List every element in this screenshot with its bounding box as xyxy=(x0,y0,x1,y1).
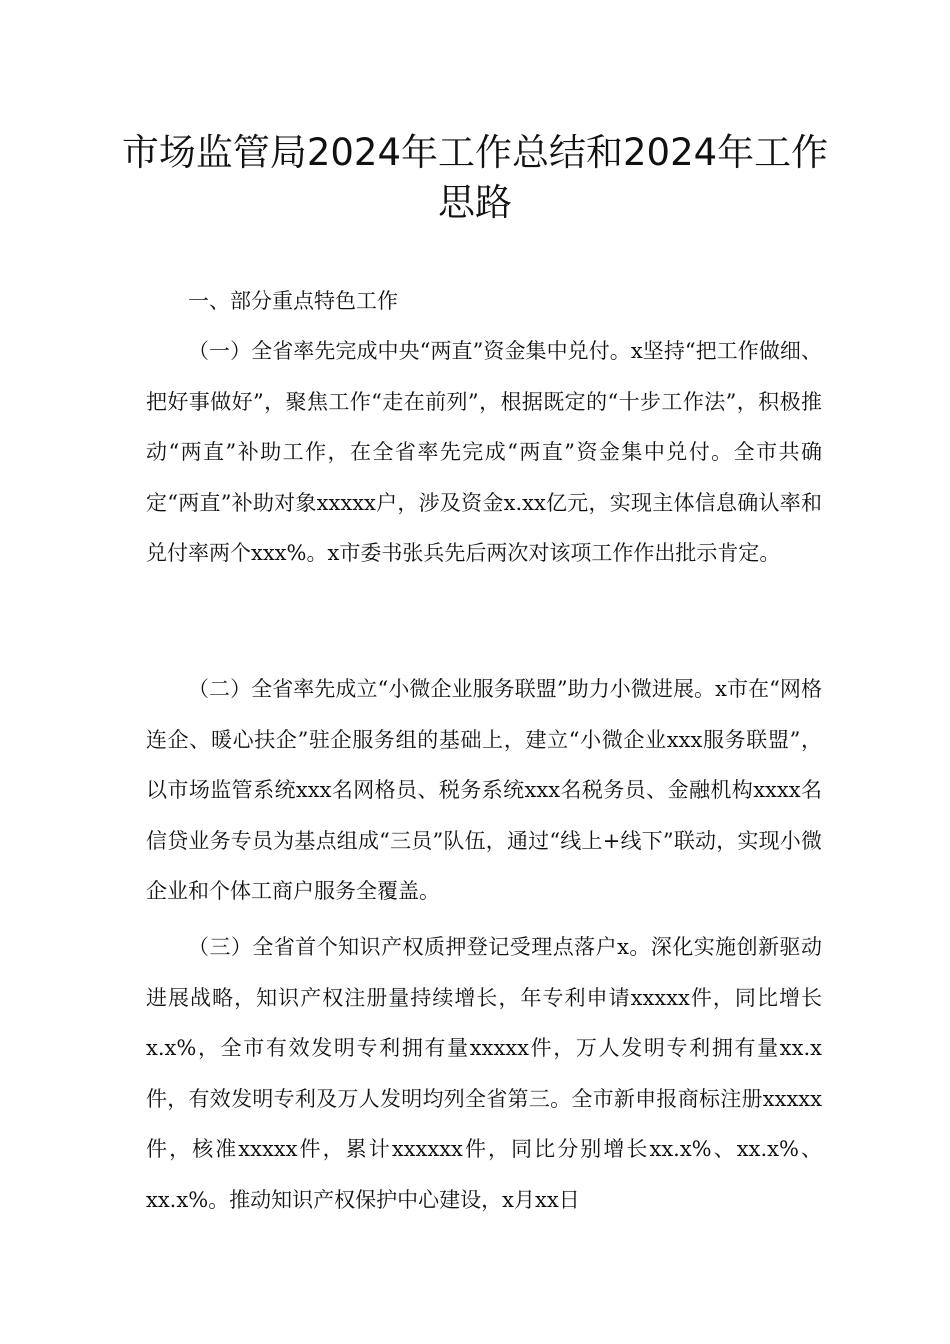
paragraph-2: （二）全省率先成立“小微企业服务联盟”助力小微进展。x市在“网格连企、暖心扶企”驻企服务组的基础上，建立“小微企业xxx服务联盟”，以市场监管系统xxx名网格员、税务系统xxx名税务员、金融机构xxxx名信贷业务专员为基点组成“三员”队伍，通过“线上+线下”联动，实现小微企业和个体工商户服务全覆盖。 xyxy=(146,677,822,903)
paragraph-3: （三）全省首个知识产权质押登记受理点落户x。深化实施创新驱动进展战略，知识产权注册量持续增长，年专利申请xxxxx件，同比增长x.x%，全市有效发明专利拥有量xxxxx件，万人发明专利拥有量xx.x件，有效发明专利及万人发明均列全省第三。全市新申报商标注册xxxxx件，核准xxxxx件，累计xxxxxx件，同比分别增长xx.x%、xx.x%、xx.x%。推动知识产权保护中心建设，x月xx日 xyxy=(146,935,822,1212)
document-title: 市场监管局2024年工作总结和2024年工作思路 xyxy=(121,131,829,224)
section-heading: 一、部分重点特色工作 xyxy=(188,289,398,313)
paragraph-1: （一）全省率先完成中央“两直”资金集中兑付。x坚持“把工作做细、把好事做好”，聚焦工作“走在前列”，根据既定的“十步工作法”，积极推动“两直”补助工作，在全省率先完成“两直”资金集中兑付。全市共确定“两直”补助对象xxxxx户，涉及资金x.xx亿元，实现主体信息确认率和兑付率两个xxx%。x市委书张兵先后两次对该项工作作出批示肯定。 xyxy=(146,339,822,565)
